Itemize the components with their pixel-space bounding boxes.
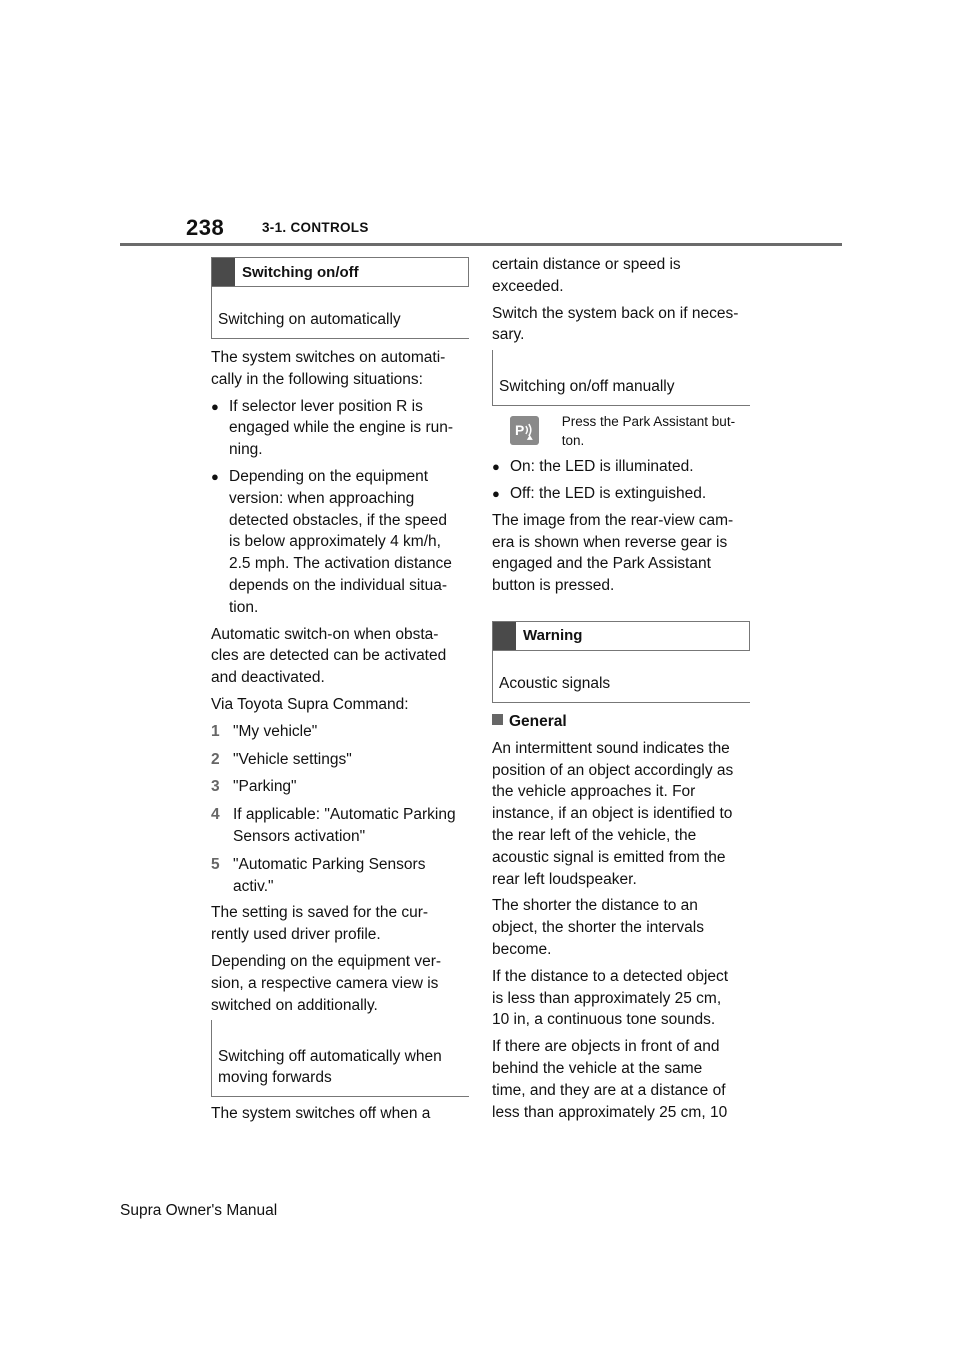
park-assistant-row xyxy=(492,412,750,450)
step-5: 5 "Automatic Parking Sensors activ." xyxy=(211,855,426,895)
general-heading: General xyxy=(492,711,750,733)
square-bullet-icon xyxy=(492,714,503,725)
intro-paragraph: The system switches on automati- cally in the following situations: xyxy=(211,349,446,388)
sub-heading-on-automatically: Switching on automatically xyxy=(211,309,469,339)
bullet-equipment-version: ● Depending on the equipment version: when approaching detected obstacles, if the speed is below approximately 4 km/h, 2.5 mph. The activation distance depends on the individual situa- tion. xyxy=(211,466,469,619)
setting-saved-paragraph: The setting is saved for the cur- rently used driver profile. xyxy=(211,904,429,944)
bullet-led-off: ● Off: the LED is extinguished. xyxy=(492,483,750,505)
intermittent-sound-paragraph: An intermittent sound indicates the position of an object accordingly as the vehicle approaches it. For instance, if an object is identified to the rear left of the vehicle, the acoustic signal is emitted from the rear left loudspeaker. xyxy=(492,739,734,888)
footer: Supra Owner's Manual xyxy=(120,1202,278,1219)
bullet-selector-lever: ● If selector lever position R is engaged while the engine is run- ning. xyxy=(211,396,469,461)
camera-view-paragraph: Depending on the equipment ver- sion, a respective camera view is switched on additionally. xyxy=(211,952,442,1014)
rear-view-camera-paragraph: The image from the rear-view cam- era is shown when reverse gear is engaged and the Park Assistant button is pressed. xyxy=(492,511,734,595)
header-rule xyxy=(120,243,842,246)
step-2: 2 "Vehicle settings" xyxy=(211,750,352,768)
heading-bar xyxy=(212,258,235,286)
right-column xyxy=(492,254,750,1123)
shorter-distance-paragraph: The shorter the distance to an object, the shorter the intervals become. xyxy=(492,897,704,958)
section-title: 3-1. CONTROLS xyxy=(262,220,369,235)
step-1: 1 "My vehicle" xyxy=(211,722,318,740)
automatic-switch-on-paragraph: Automatic switch-on when obsta- cles are detected can be activated and deactivated. xyxy=(211,625,447,687)
park-assistant-instruction: Press the Park Assistant but- ton. xyxy=(561,414,736,449)
warning-heading: Warning xyxy=(523,627,583,645)
page-number: 238 xyxy=(186,215,225,240)
bullet-led-on: ● On: the LED is illuminated. xyxy=(492,456,750,478)
continuous-tone-paragraph: If the distance to a detected object is less than approximately 25 cm, 10 in, a continuous tone sounds. xyxy=(492,967,729,1029)
continuation-paragraph: certain distance or speed is exceeded. xyxy=(492,256,681,295)
svg-text:P: P xyxy=(514,422,525,439)
left-column xyxy=(211,257,469,1125)
switches-off-paragraph: The system switches off when a xyxy=(211,1105,431,1123)
front-and-behind-paragraph: If there are objects in front of and behind the vehicle at the same time, and they are at a distance of less than approximately 25 cm, 10 xyxy=(492,1038,728,1121)
switching-heading-box xyxy=(211,257,469,287)
sub-heading-acoustic-signals: Acoustic signals xyxy=(492,673,750,703)
sub-heading-manually: Switching on/off manually xyxy=(492,376,750,406)
park-assistant-button-icon xyxy=(510,416,539,445)
switch-back-paragraph: Switch the system back on if neces- sary. xyxy=(492,304,739,344)
via-command-paragraph: Via Toyota Supra Command: xyxy=(211,695,409,713)
switching-heading: Switching on/off xyxy=(242,263,359,281)
step-4: 4 If applicable: "Automatic Parking Sensors activation" xyxy=(211,806,456,845)
heading-bar xyxy=(493,622,516,650)
warning-heading-box xyxy=(492,621,750,651)
sub-heading-off-automatically: Switching off automatically when moving forwards xyxy=(211,1046,469,1097)
step-3: 3 "Parking" xyxy=(211,778,297,796)
